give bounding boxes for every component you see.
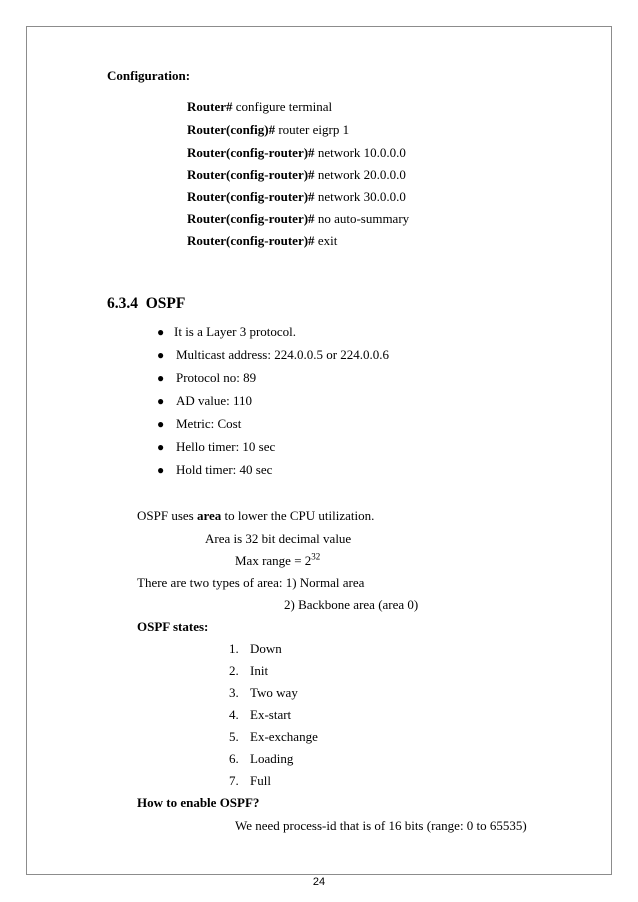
config-line: [187, 122, 349, 137]
bullet-icon: ●: [157, 348, 165, 362]
cli-command: network 10.0.0.0: [314, 145, 406, 160]
cli-prompt: Router(config-router)#: [187, 145, 315, 160]
cli-command: exit: [314, 233, 338, 248]
cli-prompt: Router(config-router)#: [187, 189, 315, 204]
state-item: [229, 685, 298, 700]
configuration-heading: Configuration:: [107, 68, 191, 83]
state-label: Loading: [250, 751, 294, 766]
cli-prompt: Router(config-router)#: [187, 167, 315, 182]
state-number: 7.: [229, 773, 239, 788]
state-label: Ex-exchange: [250, 729, 318, 744]
max-range-text: Max range = 2: [235, 553, 312, 568]
bullet-icon: ●: [157, 417, 165, 431]
config-line: [187, 233, 337, 248]
state-item: [229, 663, 268, 678]
cli-command: configure terminal: [232, 99, 333, 114]
config-line: [187, 145, 406, 160]
area-keyword: area: [196, 508, 222, 523]
state-number: 6.: [229, 751, 239, 766]
cli-command: no auto-summary: [314, 211, 410, 226]
bullet-text: Hold timer: 40 sec: [176, 462, 273, 477]
bullet-icon: ●: [157, 325, 165, 339]
cli-command: network 30.0.0.0: [314, 189, 406, 204]
area-bits: Area is 32 bit decimal value: [205, 531, 352, 546]
state-item: [229, 773, 271, 788]
state-label: Full: [250, 773, 271, 788]
enable-heading: How to enable OSPF?: [137, 795, 260, 810]
config-line: [187, 167, 406, 182]
bullet-text: Metric: Cost: [176, 416, 242, 431]
area-types-second: 2) Backbone area (area 0): [284, 597, 419, 612]
max-range-exponent: 32: [311, 551, 321, 562]
enable-text: We need process-id that is of 16 bits (range: 0 to 65535): [235, 818, 527, 833]
section-title: OSPF: [145, 295, 186, 312]
bullet-text: Protocol no: 89: [176, 370, 257, 385]
bullet-icon: ●: [157, 371, 165, 385]
bullet-text: Multicast address: 224.0.0.5 or 224.0.0.6: [176, 347, 390, 362]
area-sentence-post: to lower the CPU utilization.: [221, 508, 375, 523]
config-line: [187, 189, 406, 204]
cli-prompt: Router(config)#: [187, 122, 276, 137]
state-number: 4.: [229, 707, 239, 722]
cli-prompt: Router(config-router)#: [187, 211, 315, 226]
max-range: [235, 553, 320, 568]
state-label: Ex-start: [250, 707, 292, 722]
state-label: Two way: [250, 685, 298, 700]
area-types: There are two types of area: 1) Normal area: [137, 575, 365, 590]
cli-prompt: Router#: [187, 99, 233, 114]
bullet-icon: ●: [157, 463, 165, 477]
state-label: Init: [250, 663, 269, 678]
section-number: 6.3.4: [107, 295, 138, 312]
config-line: [187, 99, 332, 114]
cli-command: network 20.0.0.0: [314, 167, 406, 182]
bullet-text: AD value: 110: [176, 393, 253, 408]
states-heading: OSPF states:: [137, 619, 209, 634]
page-number: 24: [312, 876, 326, 888]
bullet-icon: ●: [157, 394, 165, 408]
state-number: 3.: [229, 685, 239, 700]
bullet-text: Hello timer: 10 sec: [176, 439, 276, 454]
state-item: [229, 729, 318, 744]
state-number: 5.: [229, 729, 239, 744]
state-item: [229, 707, 291, 722]
state-item: [229, 641, 282, 656]
area-sentence-pre: OSPF uses: [137, 508, 197, 523]
state-number: 1.: [229, 641, 239, 656]
bullet-icon: ●: [157, 440, 165, 454]
bullet-text: It is a Layer 3 protocol.: [174, 324, 297, 339]
area-sentence: [137, 508, 374, 523]
section-heading: [107, 295, 185, 313]
cli-command: router eigrp 1: [275, 122, 350, 137]
state-item: [229, 751, 293, 766]
state-label: Down: [250, 641, 282, 656]
cli-prompt: Router(config-router)#: [187, 233, 315, 248]
config-line: [187, 211, 409, 226]
state-number: 2.: [229, 663, 239, 678]
